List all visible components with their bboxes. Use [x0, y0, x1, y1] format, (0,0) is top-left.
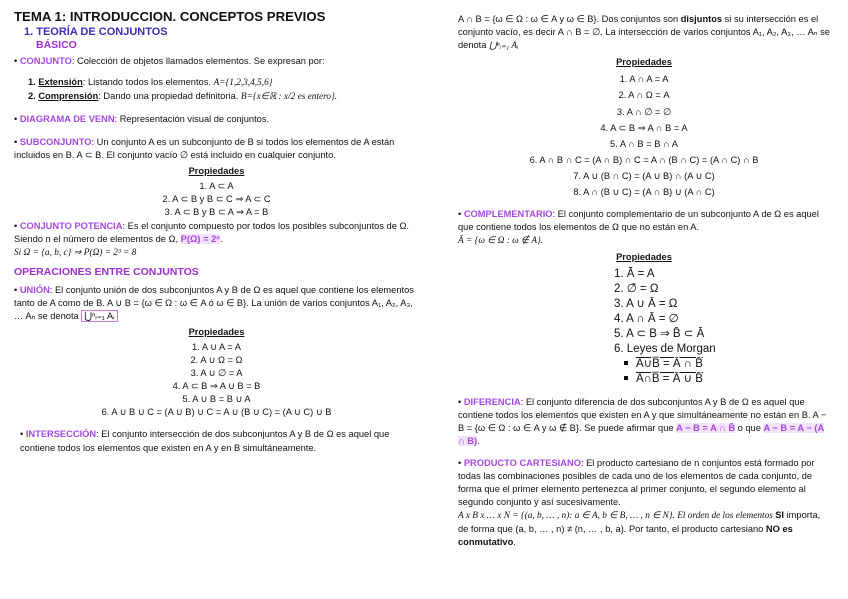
prop-line: 2. A ⊂ B y B ⊂ C ⇒ A ⊂ C — [162, 193, 271, 204]
conjunto-paragraph: • CONJUNTO: Colección de objetos llamados elementos. Se expresan por: — [14, 56, 325, 67]
union-paragraph: • UNIÓN: El conjunto unión de dos subconjuntos A y B de Ω es aquel que contiene los elementos tanto de A como de B. A ∪ B = {ω ∈ Ω : ω ∈ A ó ω ∈ B}. La unión de varios conjuntos A₁, A₂, A₃, … Aₙ se denota ⋃ⁿᵢ₌₁ Aᵢ — [14, 284, 414, 321]
complementario-props — [614, 267, 814, 387]
prop-line: 1. A ∩ A = A — [619, 74, 669, 85]
right-column — [458, 0, 830, 550]
diferencia-paragraph: • DIFERENCIA: El conjunto diferencia de dos subconjuntos A y B de Ω es aquel que contiene todos los elementos que existen en A y que simultáneamente no están en B. A − B = {ω ∈ Ω : ω ∈ A y ω ∉ B}. Se puede afirmar que A − B = A ∩ B̄ o que A − B = A − (A ∩ B). — [458, 396, 827, 446]
prop-line: 4. A ⊂ B ⇒ A ∩ B = A — [600, 122, 688, 133]
prop-line: 3. A ∪ ∅ = A — [190, 368, 243, 379]
extension-item: 1. Extensión: Listando todos los elementos. A={1,2,3,4,5,6} — [28, 77, 273, 89]
prop-line: 1. A ∪ A = A — [192, 341, 241, 352]
interseccion-continued: A ∩ B = {ω ∈ Ω : ω ∈ A y ω ∈ B}. Dos conjuntos son disjuntos si su intersección es el conjunto vacío, es decir A ∩ B = ∅. La intersección de varios conjuntos A₁, A₂, A₃, … Aₙ se denota ⋃ⁿᵢ₌₁ Aᵢ — [458, 14, 830, 52]
prop-line: 4. A ⊂ B ⇒ A ∪ B = B — [172, 381, 261, 392]
prop-line: 6. A ∩ B ∩ C = (A ∩ B) ∩ C = A ∩ (B ∩ C) = (A ∩ C) ∩ B — [529, 154, 759, 165]
cartesiano-paragraph: • PRODUCTO CARTESIANO: El producto cartesiano de n conjuntos está formado por todas las combinaciones posibles de cada uno de los elementos de cada conjunto, de forma que el primer elemento pertenezca al primer conjunto, el segundo elemento al segundo conjunto y así sucesivamente. — [458, 457, 815, 508]
prop-line: 4. A ∩ Ā = ∅ — [614, 312, 679, 325]
subsection-basico: BÁSICO — [36, 39, 77, 52]
prop-line: 5. A ⊂ B ⇒ B̄ ⊂ Ā — [614, 327, 705, 340]
prop-line: 1. Ā̄ = A — [614, 267, 655, 280]
term-conjunto: CONJUNTO — [19, 56, 72, 67]
complementario-paragraph: • COMPLEMENTARIO: El conjunto complementario de un subconjunto A de Ω es aquel que contiene todos los elementos de Ω que no están en A. — [458, 209, 819, 233]
prop-line: 5. A ∩ B = B ∩ A — [610, 138, 678, 149]
prop-line: 1. A ⊂ A — [199, 180, 234, 191]
section-heading: 1. TEORÍA DE CONJUNTOS — [24, 26, 168, 38]
props-title: Propiedades — [188, 326, 245, 337]
morgan-law: A∪B̅ = Ā ∩ B̄ — [624, 357, 814, 372]
prop-line: 3. A ⊂ B y B ⊂ A ⇒ A = B — [164, 207, 269, 218]
subconjunto-paragraph: • SUBCONJUNTO: Un conjunto A es un subconjunto de B si todos los elementos de A están incluidos en B. A ⊂ B. El conjunto vacío ∅ está incluido en cualquier conjunto. — [14, 136, 395, 160]
interseccion-paragraph: • INTERSECCIÓN: El conjunto intersección de dos subconjuntos A y B de Ω es aquel que contiene todos los elementos que existen en A y en B simultáneamente. — [20, 429, 390, 453]
props-title: Propiedades — [616, 57, 672, 68]
morgan-law: A∩B̅ = Ā ∪ B̄ — [624, 372, 814, 387]
prop-line: 6. A ∪ B ∪ C = (A ∪ B) ∪ C = A ∪ (B ∪ C) = (A ∪ C) ∪ B — [101, 407, 332, 418]
complementario-formula: Ā = {ω ∈ Ω : ω ∉ A}. — [458, 236, 544, 247]
prop-line: 7. A ∪ (B ∩ C) = (A ∪ B) ∩ (A ∪ C) — [573, 170, 715, 181]
props-title: Propiedades — [616, 252, 672, 263]
prop-line: 2. ∅̄ = Ω — [614, 282, 659, 295]
prop-line: 6. Leyes de Morgan — [614, 342, 716, 355]
potencia-example: Si Ω = {a, b, c} ⇒ P(Ω) = 2³ = 8 — [14, 248, 137, 259]
interseccion-notation: ⋃ⁿᵢ₌₁ Aᵢ — [489, 41, 519, 52]
prop-line: 5. A ∪ B = B ∪ A — [182, 394, 251, 405]
venn-paragraph: • DIAGRAMA DE VENN: Representación visual de conjuntos. — [14, 114, 270, 125]
props-title: Propiedades — [188, 165, 245, 176]
prop-line: 3. A ∪ Ā = Ω — [614, 297, 678, 310]
left-column — [14, 0, 419, 455]
union-notation: ⋃ⁿᵢ₌₁ Aᵢ — [81, 310, 117, 322]
prop-line: 8. A ∩ (B ∪ C) = (A ∩ B) ∪ (A ∩ C) — [573, 187, 715, 198]
prop-line: 2. A ∪ Ω = Ω — [190, 354, 243, 365]
prop-line: 3. A ∩ ∅ = ∅ — [616, 106, 672, 117]
potencia-paragraph: • CONJUNTO POTENCIA: Es el conjunto compuesto por todos los posibles subconjuntos de Ω. Siendo n el número de elementos de Ω, P(Ω) = 2ⁿ. — [14, 221, 410, 245]
page-title: TEMA 1: INTRODUCCION. CONCEPTOS PREVIOS — [14, 9, 326, 24]
prop-line: 2. A ∩ Ω = A — [618, 90, 670, 101]
cartesiano-formula: A x B x … x N = {(a, b, … , n): a ∈ A, b ∈ B, … , n ∈ N}. El orden de los elementos SI importa, de forma que (a, b, … , n) ≠ (n, … , b, a). Por tanto, el producto cartesiano NO es conmutativo. — [458, 510, 821, 548]
operaciones-heading: OPERACIONES ENTRE CONJUNTOS — [14, 266, 199, 279]
comprension-item: 2. Comprensión: Dando una propiedad definitoria. B={x∈ℝ : x/2 es entero}. — [28, 91, 338, 103]
